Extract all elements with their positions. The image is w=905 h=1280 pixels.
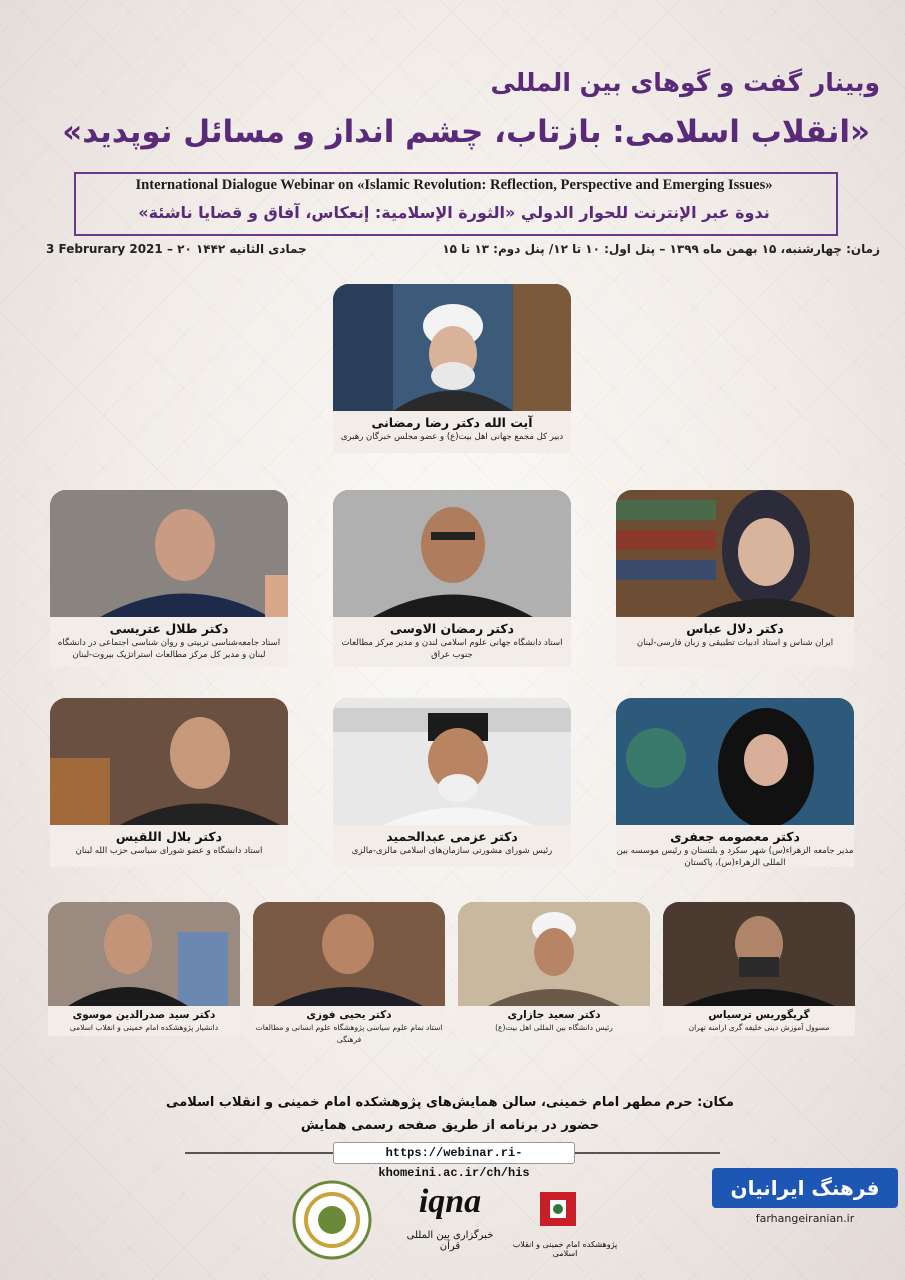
speaker-card (333, 411, 571, 453)
institute-name: پژوهشکده امام خمینی و انقلاب اسلامی (512, 1240, 618, 1258)
speaker-photo (48, 902, 240, 1006)
speaker-name: دکتر رمضان الاوسی (389, 621, 515, 636)
speaker-card (663, 1006, 855, 1036)
speaker-card (50, 617, 288, 667)
title-en: International Dialogue Webinar on «Islamic Revolution: Reflection, Perspective and Emerging Issues» (135, 177, 773, 193)
attend-text: حضور در برنامه از طریق صفحه رسمی همایش (300, 1118, 600, 1133)
venue-text: مکان: حرم مطهر امام خمینی، سالن همایش‌های پژوهشکده امام خمینی و انقلاب اسلامی (166, 1095, 734, 1110)
speaker-name: دکتر سعید جازاری (507, 1009, 601, 1021)
speaker-card (616, 825, 854, 867)
seal-logo (292, 1180, 372, 1260)
speaker-name: دکتر یحیی فوزی (306, 1009, 392, 1021)
date-en: 3 Februrary 2021 – ۲۰ جمادی الثانیه ۱۴۴۲ (46, 242, 307, 256)
speaker-name: گریگوریس ترسیاس (708, 1009, 810, 1021)
date-fa: زمان: چهارشنبه، ۱۵ بهمن ماه ۱۳۹۹ – پنل اول: ۱۰ تا ۱۲/ پنل دوم: ۱۳ تا ۱۵ (442, 242, 880, 256)
webinar-link[interactable]: https://webinar.ri-khomeini.ac.ir/ch/his (333, 1142, 575, 1164)
speaker-photo (253, 902, 445, 1006)
speaker-name: دکتر معصومه جعفری (670, 829, 800, 844)
speaker-desc: استاد دانشگاه و عضو شورای سیاسی حزب الله لبنان (75, 846, 263, 856)
speaker-card (253, 1006, 445, 1044)
speaker-card (333, 617, 571, 667)
speaker-name: دکتر طلال عتریسی (109, 621, 229, 636)
speaker-desc: مسوول آموزش دینی خلیفه گری ارامنه تهران (688, 1023, 830, 1032)
url-bar (185, 1142, 720, 1180)
speaker-card (458, 1006, 650, 1036)
speaker-desc: رئیس دانشگاه بین المللی اهل بیت(ع) (495, 1023, 613, 1032)
speaker-name: آیت الله دکتر رضا رمضانی (371, 415, 533, 430)
speaker-photo (458, 902, 650, 1006)
speaker-photo (663, 902, 855, 1006)
speaker-photo (50, 490, 288, 617)
speaker-desc: رئیس شورای مشورتی سازمان‌های اسلامی مالزی-مالزی (351, 846, 553, 856)
speaker-desc: استاد دانشگاه جهانی علوم اسلامی لندن و مدیر مرکز مطالعات جنوب عراق (341, 638, 563, 660)
subtitle-fa: «انقلاب اسلامی: بازتاب، چشم انداز و مسائل نوپدید» (62, 114, 870, 150)
speaker-card (50, 825, 288, 867)
speaker-name: دکتر بلال اللقیس (115, 829, 223, 844)
speaker-desc: دبیر کل مجمع جهانی اهل بیت(ع) و عضو مجلس خبرگان رهبری (340, 432, 564, 442)
speaker-name: دکتر سید صدرالدین موسوی (72, 1009, 216, 1021)
speaker-name: دکتر دلال عباس (686, 621, 784, 636)
title-ar: ندوة عبر الإنترنت للحوار الدولي «الثورة الإسلامية: إنعكاس، آفاق و قضايا ناشئة» (138, 203, 770, 222)
speaker-card (48, 1006, 240, 1036)
speaker-name: دکتر عزمی عبدالحمید (386, 829, 518, 844)
institute-logo (538, 1190, 578, 1228)
speaker-desc: مدیر جامعه الزهراء(س) شهر سکرد و بلتستان و رئیس موسسه بین المللی الزهراء(س)، پاکستان (616, 846, 854, 868)
title-fa: وبینار گفت و گوهای بین المللی (490, 68, 880, 97)
speaker-photo (616, 490, 854, 617)
brand-logo: فرهنگ ایرانیان (712, 1168, 898, 1208)
speaker-photo (50, 698, 288, 825)
speaker-desc: استاد جامعه‌شناسی تربیتی و روان شناسی اجتماعی در دانشگاه لبنان و مدیر کل مرکز مطالعات استراتژیک بیروت-لبنان (57, 638, 281, 660)
iqna-subtitle: خبرگزاری بین المللی قرآن (406, 1230, 494, 1252)
speaker-card (333, 825, 571, 867)
speaker-photo (616, 698, 854, 825)
speaker-desc: ایران شناس و استاد ادبیات تطبیقی و زبان فارسی-لبنان (636, 638, 834, 648)
speaker-photo (333, 490, 571, 617)
iqna-logo: iqna (418, 1183, 482, 1220)
brand-site: farhangeiranian.ir (755, 1212, 855, 1225)
speaker-desc: دانشیار پژوهشکده امام خمینی و انقلاب اسلامی (69, 1023, 219, 1032)
speaker-desc: استاد تمام علوم سیاسی پژوهشگاه علوم انسانی و مطالعات فرهنگی (255, 1023, 443, 1044)
speaker-photo (333, 284, 571, 411)
speaker-card (616, 617, 854, 667)
speaker-photo (333, 698, 571, 825)
